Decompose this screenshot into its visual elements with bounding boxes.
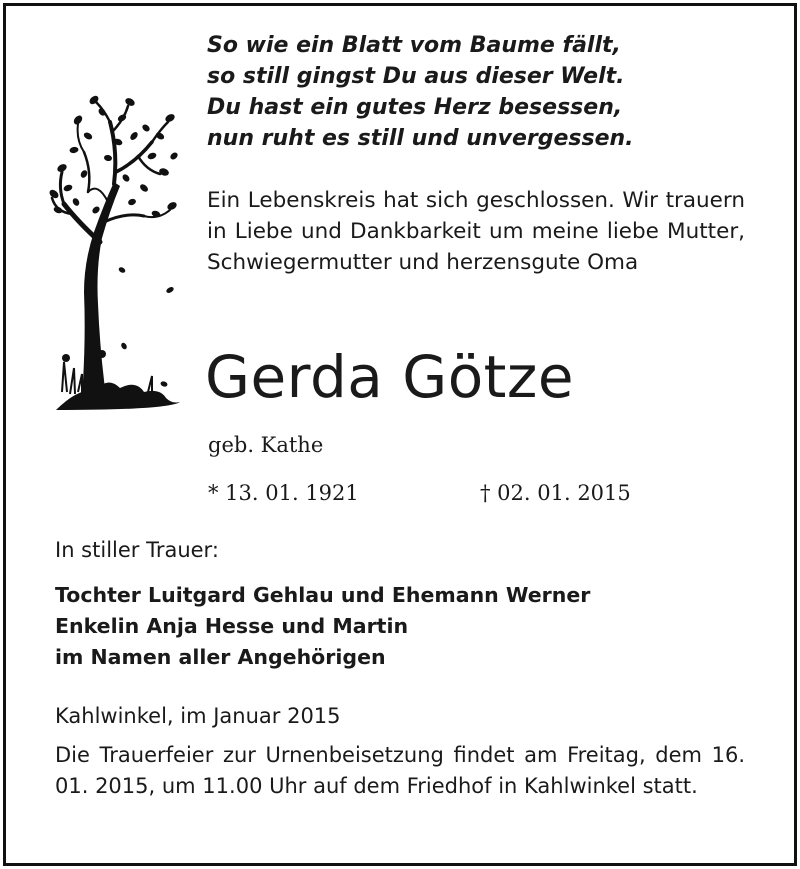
mourner-line: im Namen aller Angehörigen [55, 645, 386, 669]
birth-date: * 13. 01. 1921 [208, 481, 359, 505]
place-date: Kahlwinkel, im Januar 2015 [55, 704, 341, 728]
mourner-line: Tochter Luitgard Gehlau und Ehemann Werner [55, 583, 591, 607]
mourners-list [55, 580, 590, 673]
intro-text: Ein Lebenskreis hat sich geschlossen. Wir trauern in Liebe und Dankbarkeit um meine liebe Mutter, Schwiegermutter und herzensgute Oma [207, 188, 745, 275]
poem [207, 30, 634, 154]
poem-line: Du hast ein gutes Herz besessen, [207, 95, 623, 120]
poem-line: So wie ein Blatt vom Baume fällt, [207, 33, 621, 58]
mourner-line: Enkelin Anja Hesse und Martin [55, 614, 409, 638]
deceased-name: Gerda Götze [205, 343, 575, 411]
tree-silhouette-icon [48, 92, 188, 412]
poem-line: nun ruht es still und unvergessen. [207, 126, 634, 151]
poem-line: so still gingst Du aus dieser Welt. [207, 64, 625, 89]
mourners-intro: In stiller Trauer: [55, 538, 219, 562]
maiden-name: geb. Kathe [208, 433, 324, 457]
service-text: Die Trauerfeier zur Urnenbeisetzung findet am Freitag, dem 16. 01. 2015, um 11.00 Uhr auf dem Friedhof in Kahlwinkel statt. [55, 743, 745, 798]
death-date: † 02. 01. 2015 [480, 481, 631, 505]
